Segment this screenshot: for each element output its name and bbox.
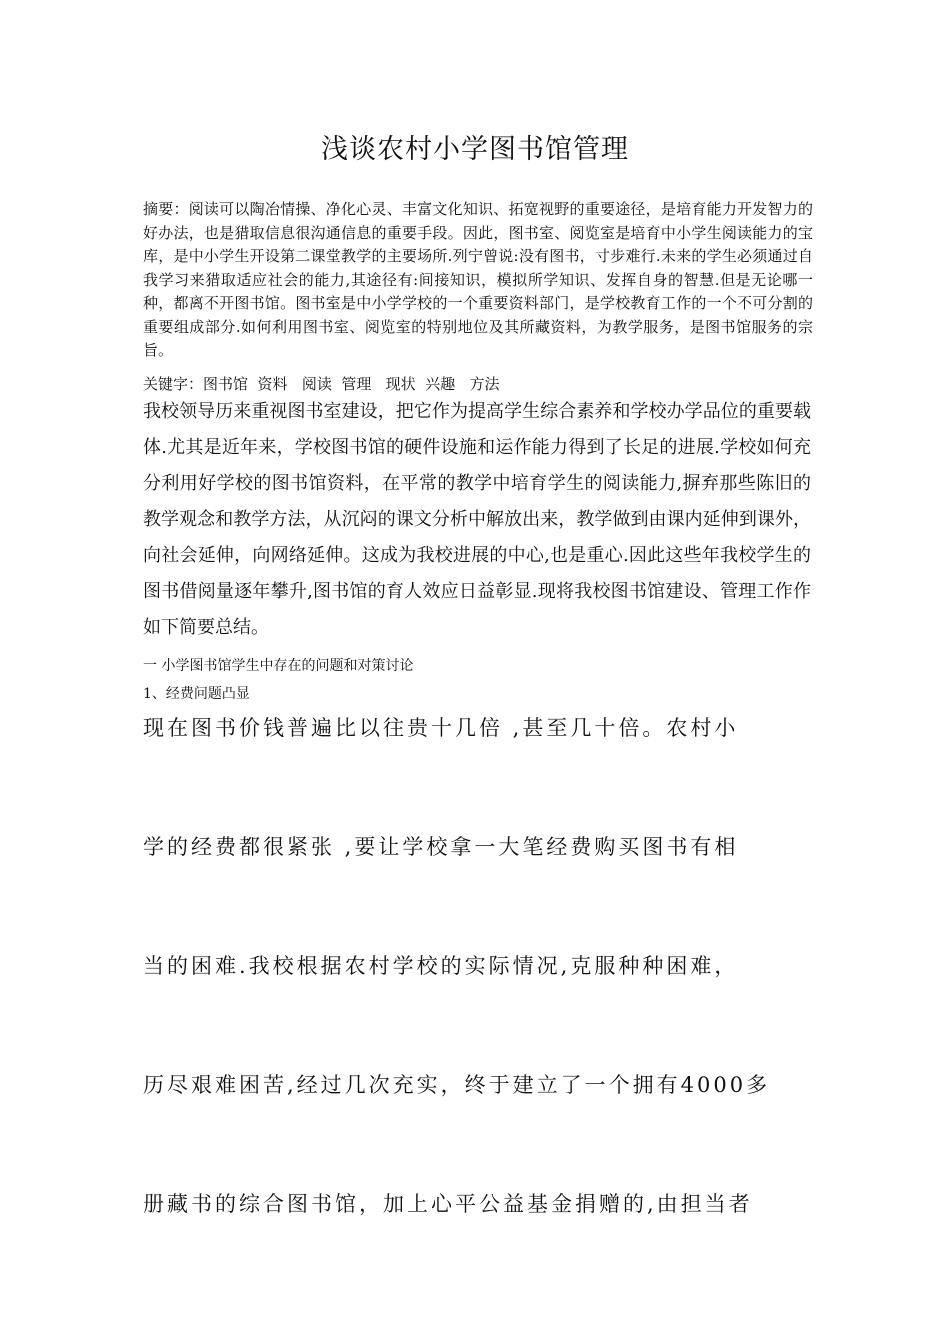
keywords-line: 关键字：图书馆 资料 阅读 管理 现状 兴趣 方法 — [143, 375, 500, 393]
abstract-paragraph: 摘要：阅读可以陶冶情操、净化心灵、丰富文化知识、拓宽视野的重要途径，是培育能力开发智力的好办法，也是猎取信息很沟通信息的重要手段。因此，图书室、阅览室是培育中小学生阅读能力的宝库，是中小学生开设第二课堂教学的主要场所.列宁曾说:没有图书，寸步难行.未来的学生必须通过自我学习来猎取适应社会的能力,其途径有:间接知识，模拟所学知识、发挥自身的智慧.但是无论哪一种，都离不开图书馆。图书室是中小学学校的一个重要资料部门，是学校教育工作的一个不可分割的重要组成部分.如何利用图书室、阅览室的特别地位及其所藏资料，为教学服务，是图书馆服务的宗旨。 — [143, 200, 813, 359]
funding-body-text — [143, 713, 823, 1308]
body-line: 册藏书的综合图书馆，加上心平公益基金捐赠的,由担当者 — [143, 1192, 753, 1216]
body-line: 当的困难.我校根据农村学校的实际情况,克服种种困难， — [143, 954, 739, 978]
intro-body-paragraph: 我校领导历来重视图书室建设，把它作为提高学生综合素养和学校办学品位的重要载体.尤其是近年来，学校图书馆的硬件设施和运作能力得到了长足的进展.学校如何充分利用好学校的图书馆资料，在平常的教学中培育学生的阅读能力,摒弃那些陈旧的教学观念和教学方法，从沉闷的课文分析中解放出来，教学做到由课内延伸到课外，向社会延伸，向网络延伸。这成为我校进展的中心,也是重心.因此这些年我校学生的图书借阅量逐年攀升,图书馆的育人效应日益彰显.现将我校图书馆建设、管理工作作如下简要总结。 — [143, 401, 811, 638]
body-line: 学的经费都很紧张 ,要让学校拿一大笔经费购买图书有相 — [143, 835, 739, 859]
section-heading: 一 小学图书馆学生中存在的问题和对策讨论 — [143, 658, 414, 674]
document-title: 浅谈农村小学图书馆管理 — [321, 134, 629, 165]
subsection-heading: 1、经费问题凸显 — [143, 686, 250, 702]
body-line: 现在图书价钱普遍比以往贵十几倍 ,甚至几十倍。农村小 — [143, 716, 739, 740]
body-line: 历尽艰难困苦,经过几次充实，终于建立了一个拥有4000多 — [143, 1073, 771, 1097]
